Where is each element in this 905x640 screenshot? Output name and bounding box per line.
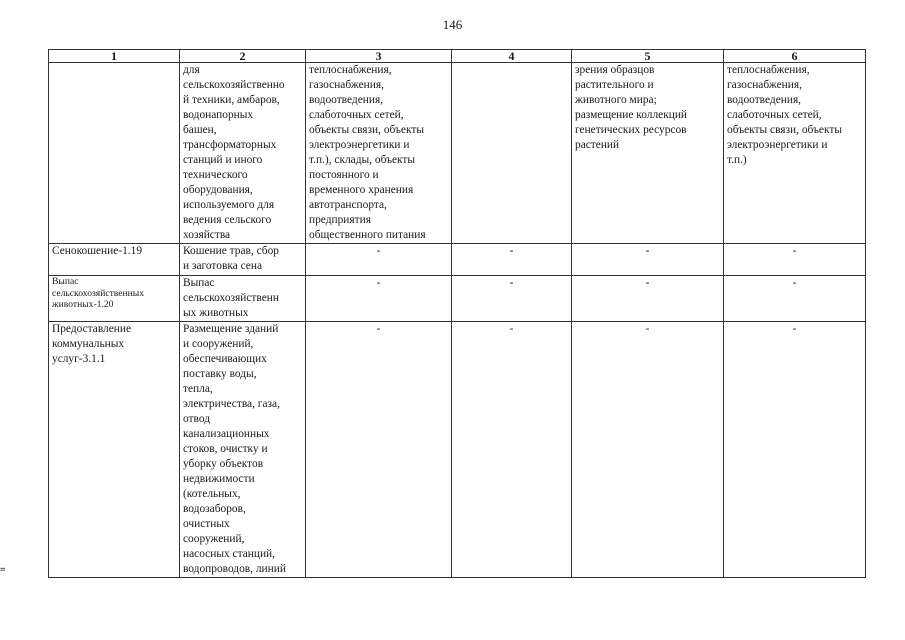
column-header-4: 4 <box>452 50 572 63</box>
table-cell <box>452 63 572 244</box>
table-cell: теплоснабжения, газоснабжения, водоотведения, слаботочных сетей, объекты связи, объекты электроэнергетики и т.п.) <box>724 63 866 244</box>
table-cell: Выпас сельскохозяйственн ых животных <box>180 276 306 322</box>
table-cell: - <box>572 276 724 322</box>
page-number: 146 <box>442 17 463 32</box>
column-header-3: 3 <box>306 50 452 63</box>
table-cell: - <box>452 322 572 578</box>
table-cell: - <box>452 244 572 276</box>
table-row <box>49 322 866 578</box>
table-cell: Выпас сельскохозяйственных животных-1.20 <box>49 276 180 322</box>
table-cell: теплоснабжения, газоснабжения, водоотведения, слаботочных сетей, объекты связи, объекты электроэнергетики и т.п.), склады, объекты постоянного и временного хранения автотранспорта, предприятия общественного питания <box>306 63 452 244</box>
table-cell: - <box>572 322 724 578</box>
table-cell: Сенокошение-1.19 <box>49 244 180 276</box>
table-cell: для сельскохозяйственно й техники, амбаров, водонапорных башен, трансформаторных станций и иного технического оборудования, используемого для ведения сельского хозяйства <box>180 63 306 244</box>
edge-mark: = <box>0 565 6 575</box>
column-header-2: 2 <box>180 50 306 63</box>
table-cell: Предоставление коммунальных услуг-3.1.1 <box>49 322 180 578</box>
table-cell: зрения образцов растительного и животного мира; размещение коллекций генетических ресурсов растений <box>572 63 724 244</box>
land-use-table <box>48 49 866 578</box>
table-cell: Кошение трав, сбор и заготовка сена <box>180 244 306 276</box>
table-header-row <box>49 50 866 63</box>
table-row <box>49 244 866 276</box>
column-header-1: 1 <box>49 50 180 63</box>
table-row <box>49 63 866 244</box>
table-cell <box>49 63 180 244</box>
table-cell: - <box>306 322 452 578</box>
column-header-5: 5 <box>572 50 724 63</box>
table-cell: - <box>724 322 866 578</box>
table-cell: Размещение зданий и сооружений, обеспечивающих поставку воды, тепла, электричества, газа, отвод канализационных стоков, очистку и уборку объектов недвижимости (котельных, водозаборов, очистных сооружений, насосных станций, водопроводов, линий <box>180 322 306 578</box>
table-cell: - <box>724 276 866 322</box>
table-cell: - <box>452 276 572 322</box>
table-cell: - <box>572 244 724 276</box>
table-row <box>49 276 866 322</box>
column-header-6: 6 <box>724 50 866 63</box>
table-cell: - <box>306 276 452 322</box>
table-cell: - <box>306 244 452 276</box>
table-cell: - <box>724 244 866 276</box>
